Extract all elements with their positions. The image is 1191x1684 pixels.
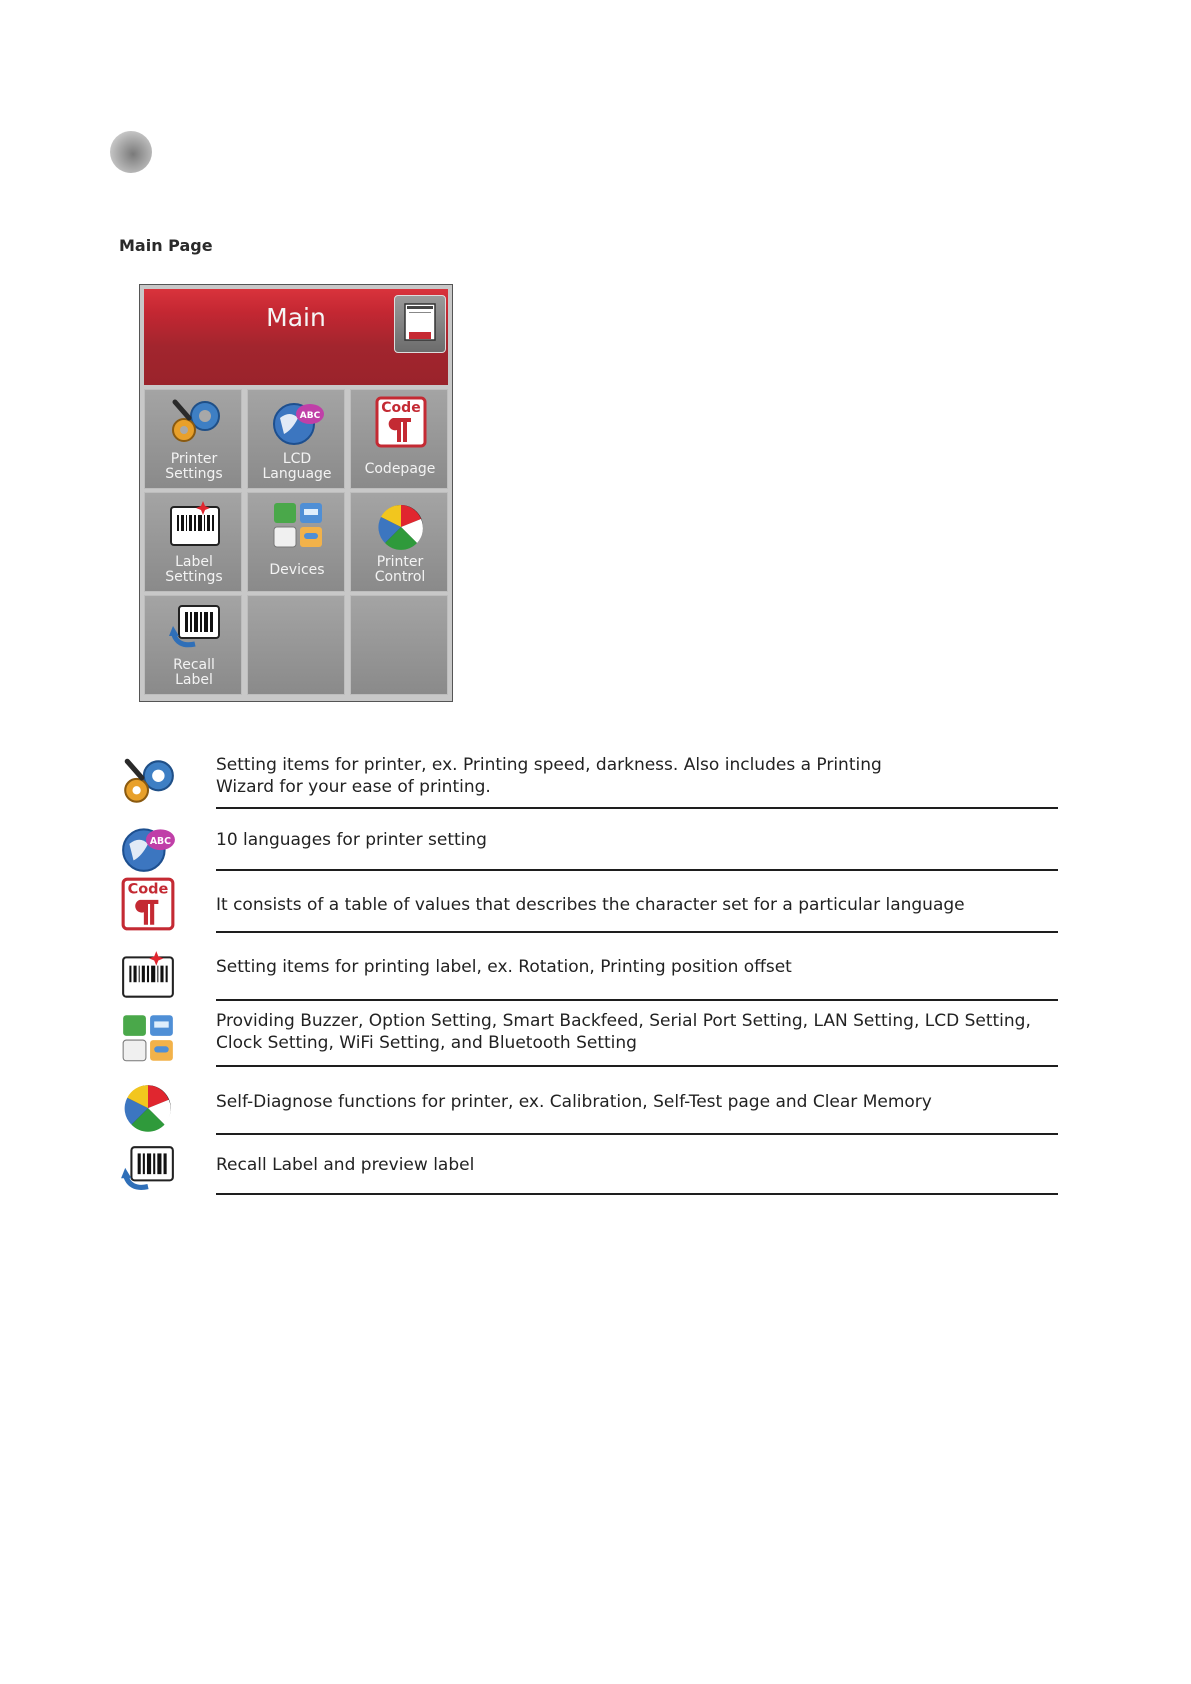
lcd-screen — [139, 284, 453, 702]
menu-printer-control-label: Printer Control — [374, 554, 426, 585]
menu-lcd-language[interactable] — [247, 389, 345, 489]
codepage-icon — [119, 876, 177, 932]
lcd-header — [144, 289, 448, 385]
divider — [216, 999, 1058, 1001]
section-title: Main Page — [119, 236, 213, 255]
divider — [216, 1193, 1058, 1195]
menu-devices[interactable] — [247, 492, 345, 592]
desc-text: Setting items for printing label, ex. Rotation, Printing position offset — [216, 957, 792, 977]
printer-settings-icon — [167, 396, 223, 448]
menu-recall-label-label: Recall Label — [173, 657, 215, 688]
lcd-language-icon — [119, 820, 177, 876]
desc-text: Self-Diagnose functions for printer, ex. Calibration, Self-Test page and Clear Memory — [216, 1092, 932, 1112]
divider — [216, 1133, 1058, 1135]
lcd-menu-grid — [144, 389, 448, 695]
svg-text:ABC: ABC — [149, 835, 171, 847]
devices-icon — [119, 1010, 177, 1066]
menu-empty-slot — [247, 595, 345, 695]
divider — [216, 807, 1058, 809]
menu-printer-settings[interactable] — [144, 389, 242, 489]
divider — [216, 869, 1058, 871]
desc-text: It consists of a table of values that describes the character set for a particular language — [216, 895, 965, 915]
lcd-language-icon — [270, 396, 326, 448]
menu-label-settings[interactable] — [144, 492, 242, 592]
printer-control-icon — [373, 499, 429, 551]
codepage-icon-text: Code — [381, 400, 421, 416]
desc-text: 10 languages for printer setting — [216, 830, 487, 850]
divider — [216, 931, 1058, 933]
desc-text: Providing Buzzer, Option Setting, Smart Backfeed, Serial Port Setting, LAN Setting, LCD Setting, Clock Setting, WiFi Setting, and Bluetooth Setting — [216, 1011, 1031, 1053]
menu-label-settings-label: Label Settings — [165, 554, 223, 585]
printer-status-button[interactable] — [394, 295, 446, 353]
recall-label-icon — [119, 1142, 177, 1198]
desc-text: Recall Label and preview label — [216, 1155, 475, 1175]
menu-recall-label[interactable] — [144, 595, 242, 695]
menu-devices-label: Devices — [269, 562, 325, 578]
printer-settings-icon — [119, 754, 177, 810]
label-settings-icon — [167, 499, 223, 551]
menu-codepage-label: Codepage — [364, 461, 436, 477]
desc-text: Setting items for printer, ex. Printing speed, darkness. Also includes a Printing Wizard for your ease of printing. — [216, 755, 882, 797]
menu-codepage[interactable] — [350, 389, 448, 489]
menu-lcd-language-label: LCD Language — [262, 451, 332, 482]
codepage-icon-text: Code — [127, 881, 169, 898]
menu-printer-settings-label: Printer Settings — [165, 451, 223, 482]
lcd-title: Main — [266, 303, 326, 332]
divider — [216, 1065, 1058, 1067]
svg-text:ABC: ABC — [299, 411, 321, 421]
recall-label-icon — [167, 602, 223, 654]
menu-printer-control[interactable] — [350, 492, 448, 592]
printer-control-icon — [119, 1078, 177, 1134]
menu-empty-slot — [350, 595, 448, 695]
printer-status-icon — [395, 296, 445, 352]
label-settings-icon — [119, 948, 177, 1004]
devices-icon — [270, 499, 326, 551]
codepage-icon — [373, 396, 429, 448]
section-bullet — [110, 131, 152, 173]
